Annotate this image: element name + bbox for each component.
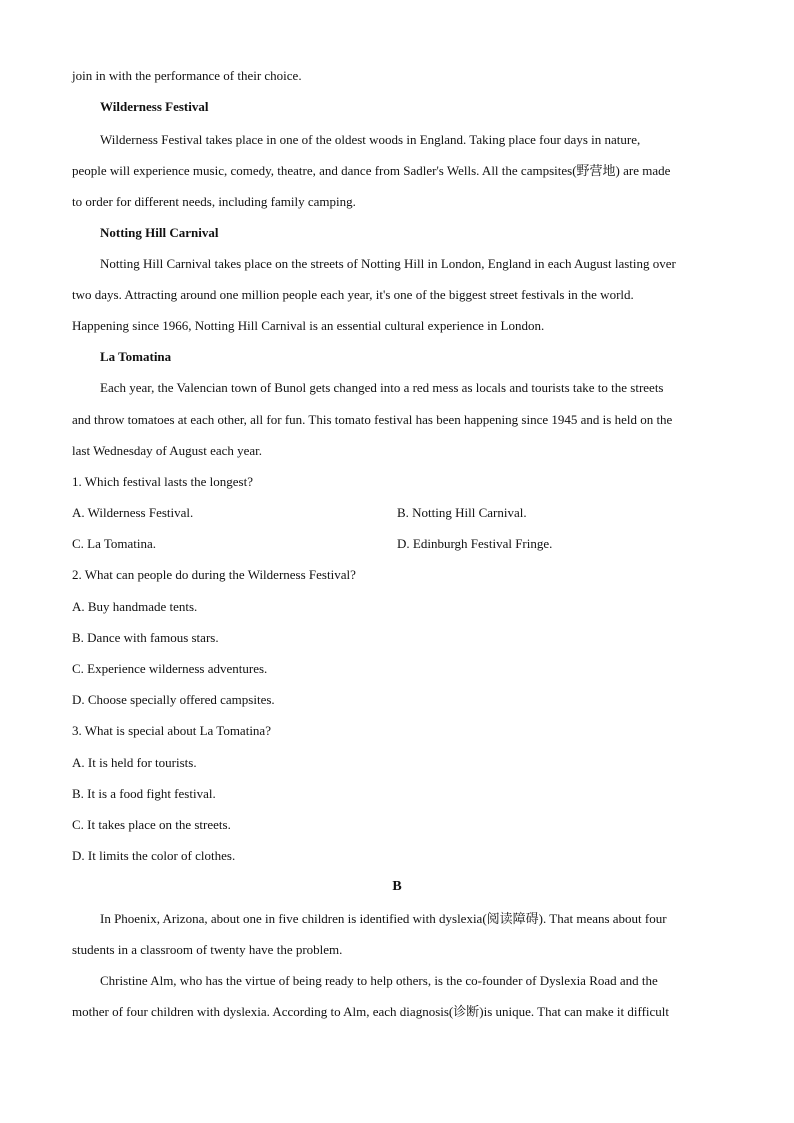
question-2-stem: 2. What can people do during the Wilderness Festival? <box>72 567 356 582</box>
question-3-option-d: D. It limits the color of clothes. <box>72 848 236 863</box>
question-2-option-a: A. Buy handmade tents. <box>72 599 198 614</box>
paragraph-line: students in a classroom of twenty have the problem. <box>72 942 343 957</box>
paragraph-line: people will experience music, comedy, theatre, and dance from Sadler's Wells. All the campsites(野营地) are made <box>72 163 671 178</box>
question-2-option-c: C. Experience wilderness adventures. <box>72 661 268 676</box>
paragraph-line: Happening since 1966, Notting Hill Carnival is an essential cultural experience in London. <box>72 318 545 333</box>
paragraph-line: Notting Hill Carnival takes place on the streets of Notting Hill in London, England in each August lasting over <box>100 256 676 271</box>
question-1-option-a: A. Wilderness Festival. <box>72 505 194 520</box>
paragraph-line: last Wednesday of August each year. <box>72 443 263 458</box>
question-3-option-a: A. It is held for tourists. <box>72 755 197 770</box>
question-1-stem: 1. Which festival lasts the longest? <box>72 474 253 489</box>
passage-a-intro-tail: join in with the performance of their choice. <box>72 68 302 83</box>
question-2-option-d: D. Choose specially offered campsites. <box>72 692 275 707</box>
notting-hill-heading: Notting Hill Carnival <box>100 225 219 240</box>
passage-b-title: B <box>392 879 402 894</box>
paragraph-line: mother of four children with dyslexia. According to Alm, each diagnosis(诊断)is unique. That can make it difficult <box>72 1004 670 1019</box>
question-1-option-b: B. Notting Hill Carnival. <box>397 505 527 520</box>
paragraph-line: and throw tomatoes at each other, all for fun. This tomato festival has been happening since 1945 and is held on the <box>72 412 673 427</box>
wilderness-heading: Wilderness Festival <box>100 99 209 114</box>
la-tomatina-heading: La Tomatina <box>100 349 172 364</box>
paragraph-line: Each year, the Valencian town of Bunol gets changed into a red mess as locals and tourists take to the streets <box>100 380 664 395</box>
paragraph-line: In Phoenix, Arizona, about one in five children is identified with dyslexia(阅读障碍). That means about four <box>100 911 667 926</box>
paragraph-line: to order for different needs, including family camping. <box>72 194 356 209</box>
question-3-option-b: B. It is a food fight festival. <box>72 786 216 801</box>
question-1-option-d: D. Edinburgh Festival Fringe. <box>397 536 553 551</box>
question-3-stem: 3. What is special about La Tomatina? <box>72 723 271 738</box>
paragraph-line: Christine Alm, who has the virtue of being ready to help others, is the co-founder of Dyslexia Road and the <box>100 973 658 988</box>
paragraph-line: two days. Attracting around one million people each year, it's one of the biggest street festivals in the world. <box>72 287 634 302</box>
question-1-option-c: C. La Tomatina. <box>72 536 157 551</box>
question-2-option-b: B. Dance with famous stars. <box>72 630 219 645</box>
question-3-option-c: C. It takes place on the streets. <box>72 817 231 832</box>
paragraph-line: Wilderness Festival takes place in one of the oldest woods in England. Taking place four days in nature, <box>100 132 641 147</box>
